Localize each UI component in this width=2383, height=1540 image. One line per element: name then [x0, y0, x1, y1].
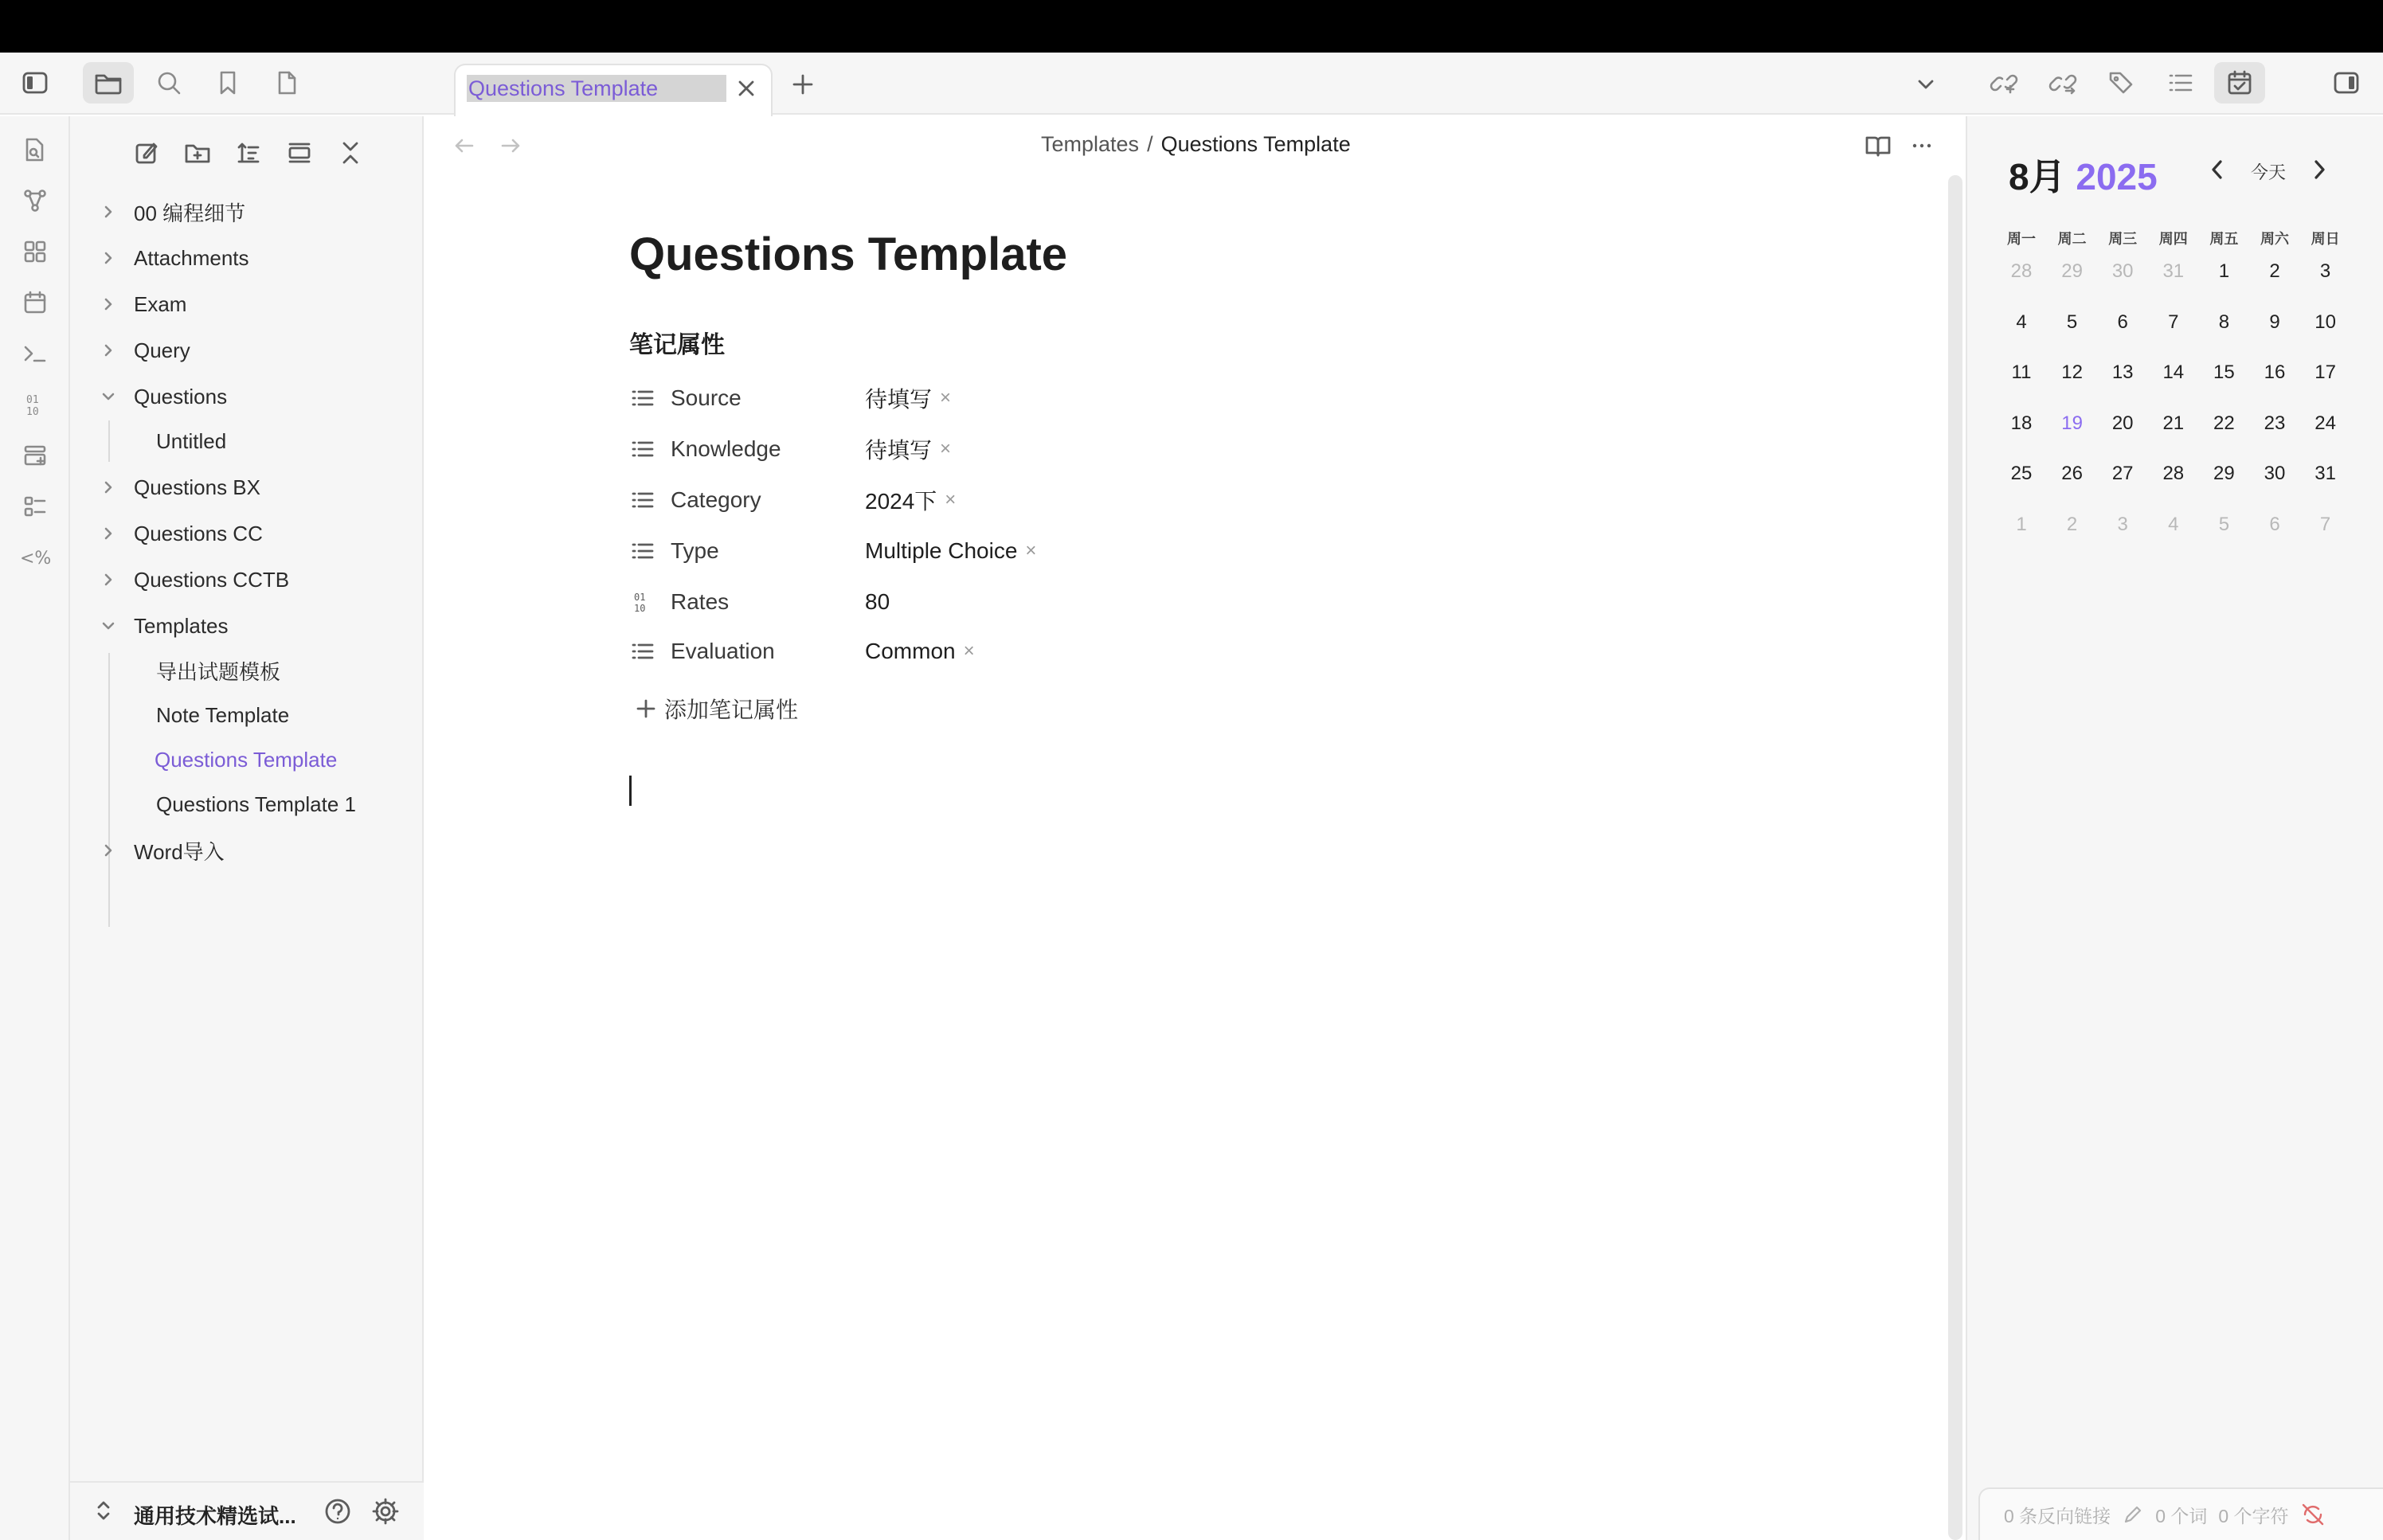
breadcrumb-current[interactable]: Questions Template [1160, 132, 1351, 156]
folder-label: Attachments [134, 245, 249, 270]
calendar-day[interactable]: 7 [2319, 513, 2331, 535]
property-key[interactable]: Source [671, 385, 742, 410]
backlinks-icon[interactable] [1978, 62, 2029, 104]
list-icon[interactable] [629, 487, 656, 514]
chevron-down-icon [100, 618, 116, 634]
calendar-day[interactable]: 8 [2218, 311, 2230, 333]
calendar-day[interactable]: 9 [2269, 311, 2280, 333]
settings-gear-icon[interactable] [371, 1497, 400, 1526]
remove-value-icon[interactable]: × [940, 387, 952, 408]
daily-note-calendar-icon[interactable] [18, 285, 53, 320]
toggle-right-sidebar-icon[interactable] [2321, 62, 2372, 104]
remove-value-icon[interactable]: × [963, 640, 975, 662]
forward-arrow-icon[interactable] [497, 132, 524, 159]
property-pill-text: 待填写 [865, 387, 933, 412]
file-questions-template[interactable] [155, 739, 337, 780]
bookmark-icon[interactable] [202, 62, 253, 104]
calendar-day[interactable]: 4 [2016, 311, 2027, 333]
file-note-template[interactable] [156, 694, 289, 736]
calendar-view-icon[interactable] [2214, 62, 2265, 104]
property-value[interactable] [865, 433, 951, 465]
edit-pencil-icon[interactable] [2122, 1503, 2144, 1526]
folder-label: Templates [134, 613, 229, 638]
backlinks-count[interactable]: 0 条反向链接 [2004, 1505, 2111, 1526]
chevron-right-icon [100, 479, 116, 495]
property-knowledge[interactable] [629, 427, 1266, 471]
folder-label: Questions CCTB [134, 567, 290, 592]
calendar-weekday: 周四 [2158, 231, 2188, 247]
templater-icon[interactable] [18, 540, 53, 575]
folder-label: Questions BX [134, 475, 260, 499]
editor-scrollbar[interactable] [1948, 175, 1962, 1540]
property-rates[interactable] [629, 580, 1266, 624]
folder-label: Questions CC [134, 521, 263, 545]
tree-guide-line [108, 420, 110, 462]
property-value[interactable] [865, 639, 975, 664]
calendar-day[interactable]: 23 [2264, 412, 2286, 434]
folder-questions-cc[interactable] [100, 513, 263, 554]
calendar-day[interactable]: 5 [2218, 513, 2230, 535]
svg-text:01: 01 [634, 592, 646, 603]
file-label: Untitled [156, 428, 227, 453]
status-bar [1978, 1487, 2383, 1540]
auto-reveal-icon[interactable] [279, 132, 320, 174]
file-label: Questions Template [155, 747, 338, 772]
property-source[interactable] [629, 376, 1266, 420]
new-note-icon[interactable] [126, 132, 167, 174]
file-search-icon[interactable] [18, 132, 53, 167]
calendar-weekday: 周日 [2311, 231, 2340, 247]
list-icon[interactable] [629, 537, 656, 565]
calendar-day[interactable]: 15 [2213, 362, 2235, 383]
tree-guide-line [108, 653, 110, 927]
property-value[interactable] [865, 538, 1036, 564]
folder-label: Questions [134, 384, 228, 408]
property-pill-text: Common [865, 639, 956, 663]
calendar-day[interactable]: 17 [2315, 362, 2336, 383]
calendar-weekday: 周一 [2007, 231, 2036, 247]
chevron-right-icon [100, 204, 116, 220]
calendar-year: 2025 [2076, 156, 2158, 197]
calendar-day[interactable]: 31 [2162, 260, 2185, 282]
calendar-day[interactable]: 29 [2061, 260, 2083, 282]
calendar-weekday: 周三 [2108, 231, 2138, 247]
tab-strip [0, 53, 2383, 115]
toggle-left-sidebar-icon[interactable] [10, 62, 61, 104]
property-evaluation[interactable] [629, 629, 1266, 674]
calendar-day[interactable]: 2 [2066, 513, 2078, 535]
reading-view-icon[interactable] [1864, 132, 1892, 159]
tab-title[interactable]: Questions Template [467, 75, 726, 102]
new-folder-icon[interactable] [177, 132, 218, 174]
breadcrumb-parent[interactable]: Templates [1041, 132, 1140, 156]
folder-questions-bx[interactable] [100, 467, 260, 508]
calendar-day[interactable]: 13 [2111, 362, 2134, 383]
calendar-day[interactable]: 16 [2264, 362, 2286, 383]
calendar-day[interactable]: 3 [2117, 513, 2128, 535]
today-button[interactable]: 今天 [2251, 162, 2287, 182]
file-label: Note Template [156, 702, 290, 727]
calendar-day[interactable]: 10 [2315, 311, 2336, 333]
file-export-template[interactable] [156, 650, 280, 691]
calendar-day[interactable]: 25 [2010, 463, 2033, 484]
remove-value-icon[interactable]: × [1025, 540, 1037, 561]
number-icon[interactable] [629, 588, 656, 616]
breadcrumb [1041, 132, 1351, 157]
kanban-board-icon[interactable] [18, 438, 53, 473]
property-value[interactable] [865, 484, 956, 516]
property-value[interactable] [865, 382, 951, 414]
outline-icon[interactable] [2155, 62, 2206, 104]
vault-switch-icon[interactable] [94, 1499, 113, 1522]
command-palette-icon[interactable] [18, 336, 53, 371]
outgoing-links-icon[interactable] [2037, 62, 2088, 104]
chevron-right-icon [100, 250, 116, 266]
file-explorer [70, 116, 424, 1540]
folder-label: Query [134, 338, 190, 362]
property-key[interactable]: Evaluation [671, 639, 775, 663]
calendar-month: 8月 [2009, 156, 2066, 197]
collapse-all-icon[interactable] [330, 132, 371, 174]
previous-month-chevron-icon[interactable] [2206, 156, 2228, 183]
note-title[interactable]: Questions Template [629, 229, 1068, 280]
calendar-month-year[interactable] [2009, 148, 2158, 201]
calendar-day[interactable]: 29 [2213, 463, 2235, 484]
calendar-weekday: 周二 [2057, 231, 2087, 247]
file-label: Questions Template 1 [156, 791, 356, 816]
list-icon[interactable] [629, 638, 656, 665]
chevron-down-icon [100, 389, 116, 405]
calendar-day[interactable]: 12 [2061, 362, 2083, 383]
calendar-day[interactable]: 27 [2111, 463, 2134, 484]
calendar-day[interactable]: 20 [2111, 412, 2134, 434]
calendar-day[interactable]: 21 [2162, 412, 2185, 434]
svg-text:<%: <% [20, 549, 51, 569]
sort-order-icon[interactable] [228, 132, 269, 174]
property-pill-text: 待填写 [865, 438, 933, 463]
list-icon[interactable] [629, 385, 656, 412]
calendar-day[interactable]: 19 [2061, 412, 2083, 434]
folder-query[interactable] [100, 330, 190, 371]
folder-attachments[interactable] [100, 237, 249, 279]
chevron-right-icon [100, 842, 116, 858]
calendar-day[interactable]: 1 [2218, 260, 2230, 282]
calendar-day[interactable]: 4 [2168, 513, 2179, 535]
calendar-day[interactable]: 30 [2264, 463, 2286, 484]
graph-view-icon[interactable] [18, 183, 53, 218]
calendar-day[interactable]: 1 [2016, 513, 2027, 535]
calendar-day[interactable]: 22 [2213, 412, 2235, 434]
task-list-icon[interactable] [18, 489, 53, 524]
vault-name[interactable]: 通用技术精选试... [134, 1504, 296, 1528]
calendar-day[interactable]: 14 [2162, 362, 2185, 383]
remove-value-icon[interactable]: × [945, 489, 957, 510]
next-month-chevron-icon[interactable] [2308, 156, 2330, 183]
calendar-day[interactable]: 28 [2162, 463, 2185, 484]
word-count: 0 个词 [2155, 1505, 2208, 1526]
property-key[interactable]: Category [671, 487, 761, 512]
property-key[interactable]: Type [671, 538, 719, 563]
sync-off-icon[interactable] [2300, 1503, 2326, 1526]
calendar-day[interactable]: 2 [2269, 260, 2280, 282]
breadcrumb-separator: / [1147, 132, 1153, 156]
property-number-value[interactable]: 80 [865, 589, 890, 614]
back-arrow-icon[interactable] [451, 132, 478, 159]
file-questions-template-1[interactable] [156, 784, 356, 825]
char-count: 0 个字符 [2218, 1505, 2289, 1526]
text-cursor [629, 776, 632, 806]
tab-list-chevron-icon[interactable] [1900, 64, 1951, 105]
folder-questions-cctb[interactable] [100, 559, 289, 600]
search-icon[interactable] [143, 62, 194, 104]
more-options-icon[interactable] [1908, 132, 1935, 159]
folder-exam[interactable] [100, 283, 186, 325]
add-property-button[interactable] [634, 691, 798, 726]
calendar-weekday: 周五 [2209, 231, 2239, 247]
calendar-day[interactable]: 28 [2010, 260, 2033, 282]
binary-number-icon[interactable] [18, 387, 53, 422]
calendar-day[interactable]: 5 [2066, 311, 2078, 333]
calendar-weekday: 周六 [2260, 231, 2289, 247]
folder-icon[interactable] [83, 62, 134, 104]
folder-label: Exam [134, 291, 187, 316]
add-property-label: 添加笔记属性 [664, 698, 799, 722]
remove-value-icon[interactable]: × [940, 438, 952, 459]
close-tab-icon[interactable] [733, 75, 760, 102]
calendar-day[interactable]: 7 [2168, 311, 2179, 333]
calendar-day[interactable]: 6 [2269, 513, 2280, 535]
property-key[interactable]: Knowledge [671, 436, 781, 461]
chevron-right-icon [100, 572, 116, 588]
calendar-day[interactable]: 3 [2319, 260, 2331, 282]
folder-label: 00 编程细节 [134, 201, 246, 225]
property-category[interactable] [629, 478, 1266, 522]
left-ribbon [0, 116, 70, 1540]
file-untitled[interactable] [156, 420, 226, 462]
calendar-day[interactable]: 6 [2117, 311, 2128, 333]
folder-questions[interactable] [100, 376, 227, 417]
chevron-right-icon [100, 296, 116, 312]
property-value[interactable] [865, 589, 890, 615]
property-key[interactable]: Rates [671, 589, 730, 614]
file-icon[interactable] [261, 62, 312, 104]
svg-text:10: 10 [26, 406, 39, 418]
list-icon[interactable] [629, 436, 656, 463]
folder-00[interactable] [100, 191, 245, 233]
svg-text:10: 10 [634, 603, 646, 614]
plus-icon [634, 697, 658, 721]
property-type[interactable] [629, 529, 1266, 573]
calendar-day[interactable]: 11 [2011, 362, 2032, 383]
new-tab-icon[interactable] [777, 64, 828, 105]
properties-heading[interactable]: 笔记属性 [629, 332, 725, 358]
folder-templates[interactable] [100, 605, 229, 647]
window-top-bar [0, 0, 2383, 53]
tags-icon[interactable] [2096, 62, 2147, 104]
chevron-right-icon [100, 342, 116, 358]
file-label: 导出试题模板 [156, 659, 281, 684]
calendar-day[interactable]: 18 [2010, 412, 2033, 434]
folder-label: Word导入 [134, 839, 225, 864]
chevron-right-icon [100, 526, 116, 541]
calendar-day[interactable]: 26 [2061, 463, 2083, 484]
folder-word-import[interactable] [100, 830, 225, 871]
svg-text:01: 01 [26, 394, 39, 406]
calendar-day[interactable]: 31 [2315, 463, 2336, 484]
canvas-grid-icon[interactable] [18, 234, 53, 269]
vault-bar [70, 1481, 424, 1540]
property-pill-text: 2024下 [865, 489, 937, 514]
calendar-day[interactable]: 30 [2111, 260, 2134, 282]
calendar-day[interactable]: 24 [2315, 412, 2336, 434]
property-pill-text: Multiple Choice [865, 538, 1018, 563]
help-icon[interactable] [323, 1497, 352, 1526]
